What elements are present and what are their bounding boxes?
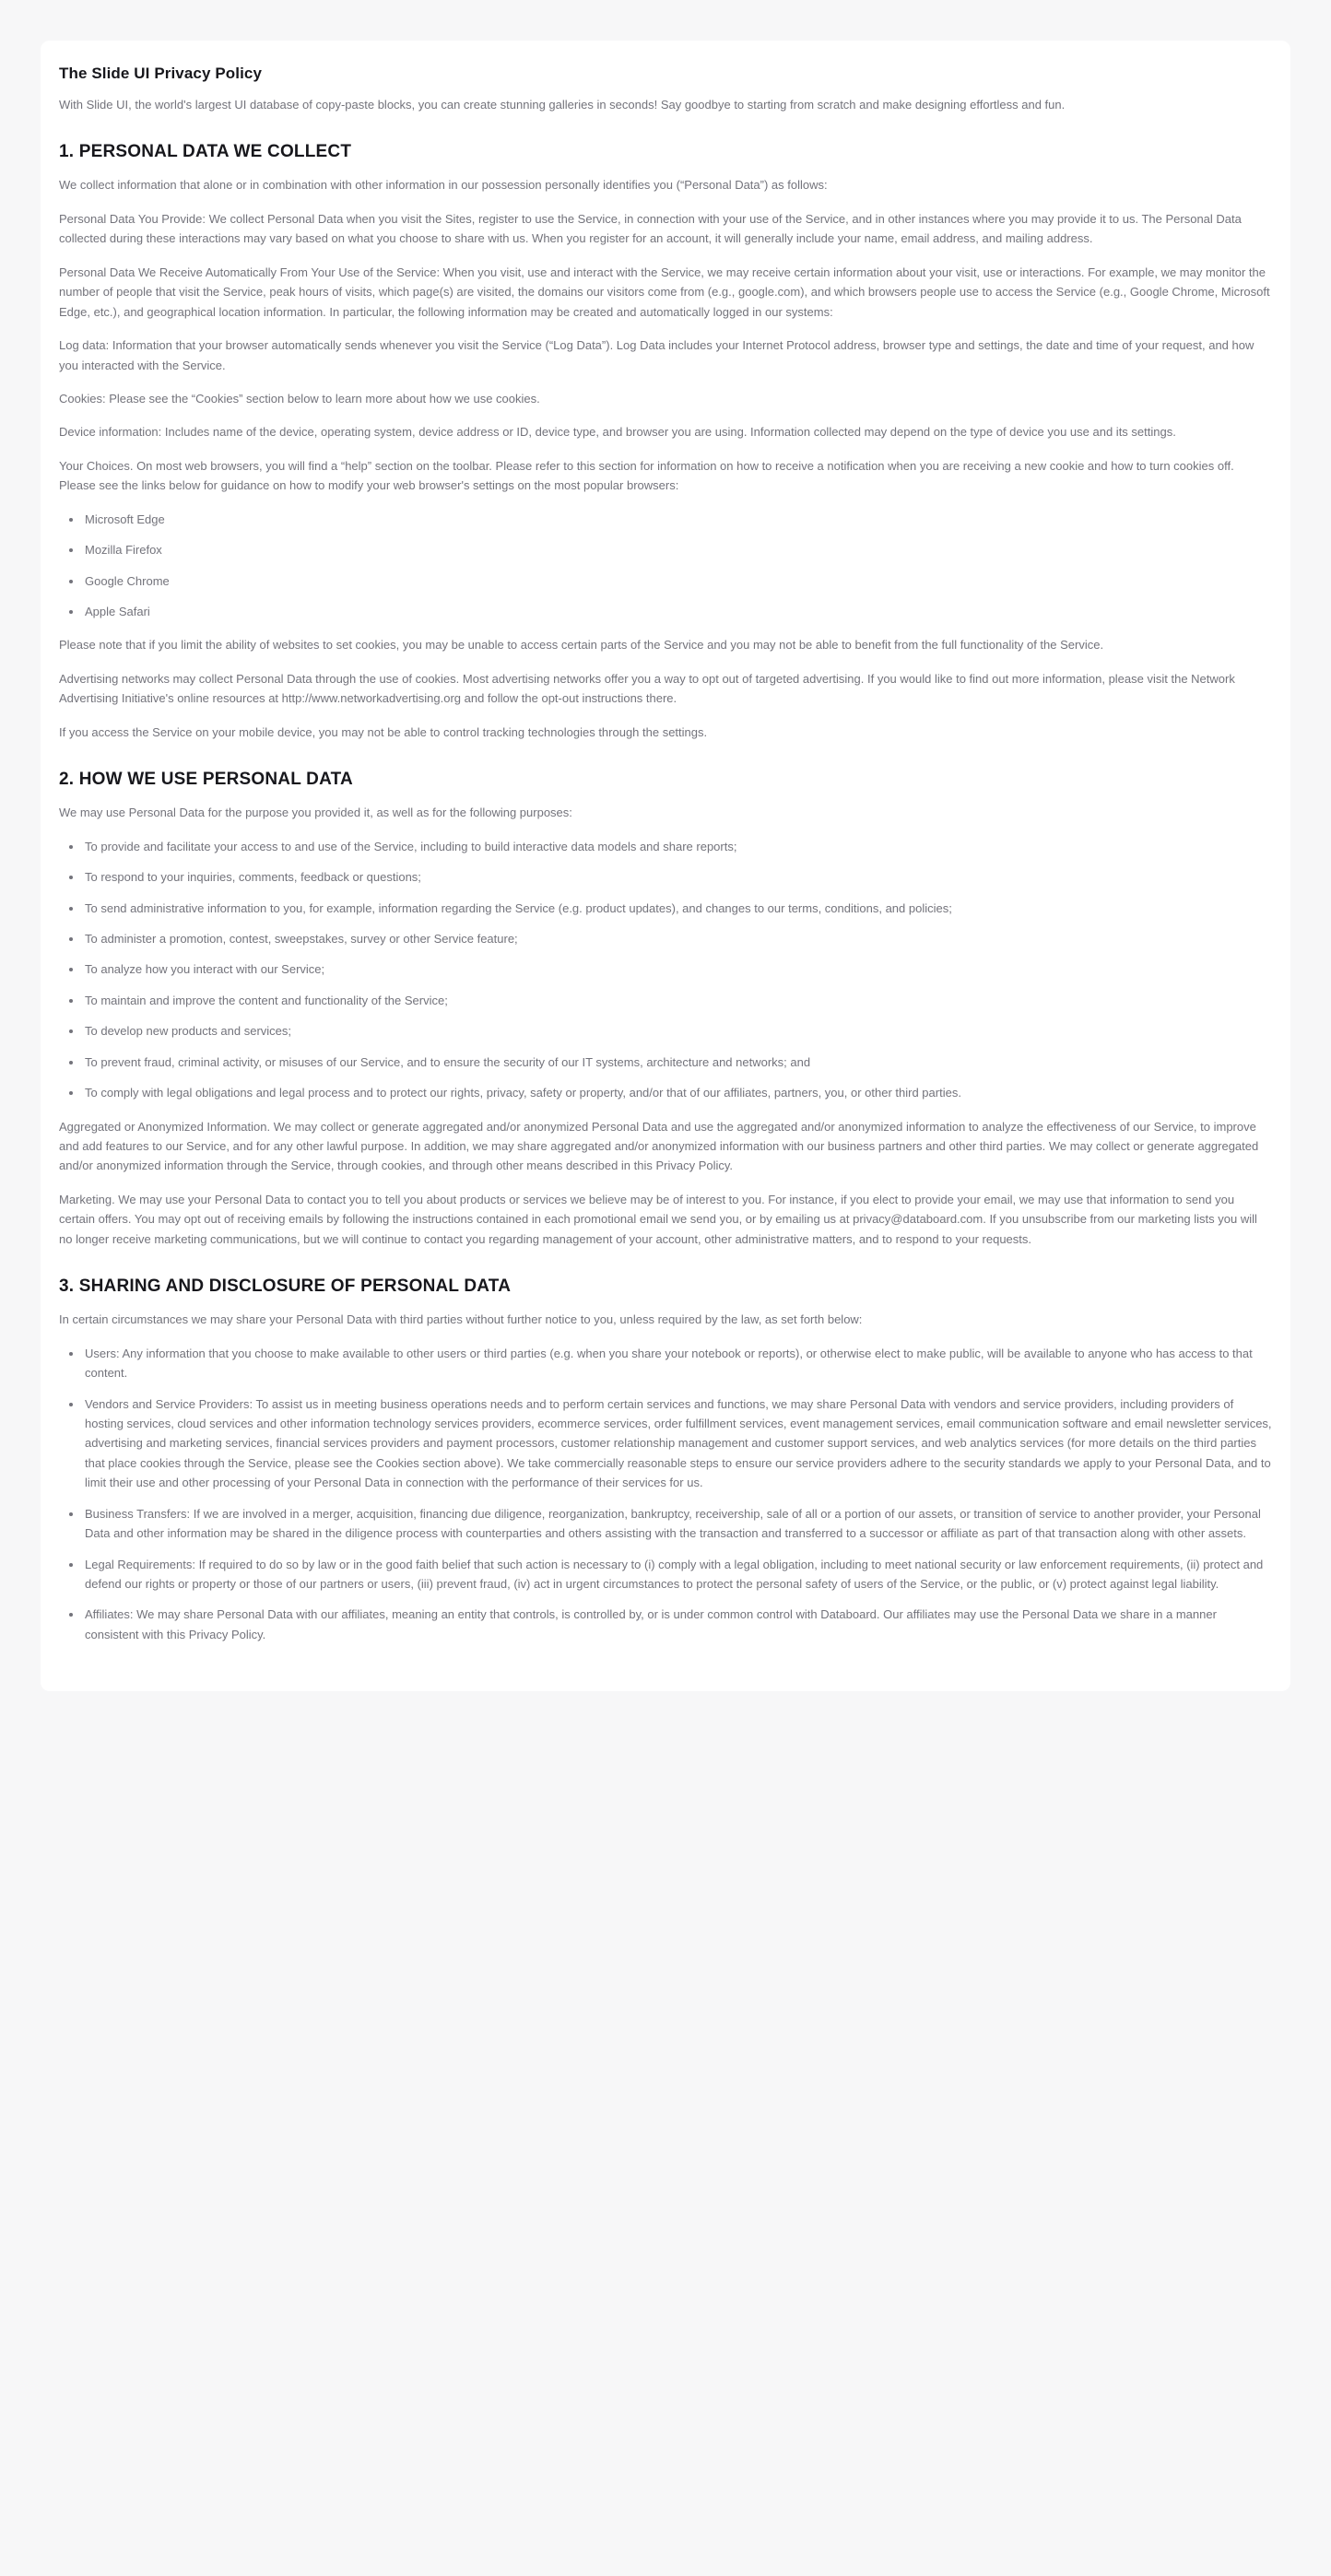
list-item: • Mozilla Firefox bbox=[83, 540, 1272, 559]
list-item: • Business Transfers: If we are involved in a merger, acquisition, financing due diligence, reorganization, bankruptcy, receivership, sale of all or a portion of our assets, or transition of service to another provider, your Personal Data and other information may be shared in the diligence process with counterparties and others assisting with the transaction and transferred to a successor or affiliate as part of that transaction along with other assets. bbox=[83, 1504, 1272, 1544]
bullet-list bbox=[59, 1344, 1272, 1645]
sections-container bbox=[59, 142, 1272, 1644]
section-heading: 1. PERSONAL DATA WE COLLECT bbox=[59, 142, 352, 162]
list-item: • Google Chrome bbox=[83, 571, 1272, 591]
list-item: • Microsoft Edge bbox=[83, 510, 1272, 529]
policy-section-2 bbox=[59, 770, 1272, 1249]
list-item: • Users: Any information that you choose to make available to other users or third parties (e.g. when you share your notebook or reports), or otherwise elect to make public, will be available to anyone who has access to that content. bbox=[83, 1344, 1272, 1383]
list-item: • To analyze how you interact with our Service; bbox=[83, 959, 1272, 979]
list-item: • To maintain and improve the content and functionality of the Service; bbox=[83, 991, 1272, 1010]
list-item: • Vendors and Service Providers: To assist us in meeting business operations needs and to perform certain services and functions, we may share Personal Data with vendors and service providers, including providers of hosting services, cloud services and other information technology services providers, ecommerce services, order fulfillment services, event management services, email communication software and email newsletter services, advertising and marketing services, financial services providers and payment processors, customer relationship management and customer support services, and web analytics services (for more details on the third parties that place cookies through the Service, please see the Cookies section above). We take commercially reasonable steps to ensure our service providers adhere to the security standards we apply to your Personal Data, and to limit their use and other processing of your Personal Data in connection with the performance of their services for us. bbox=[83, 1394, 1272, 1493]
policy-section-1 bbox=[59, 142, 1272, 742]
list-item: • Apple Safari bbox=[83, 602, 1272, 621]
paragraph: Please note that if you limit the ability of websites to set cookies, you may be unable to access certain parts of the Service and you may not be able to benefit from the full functionality of the Service. bbox=[59, 638, 1104, 653]
paragraph: We may use Personal Data for the purpose you provided it, as well as for the following purposes: bbox=[59, 806, 572, 820]
page-title: The Slide UI Privacy Policy bbox=[59, 65, 263, 82]
paragraph: Log data: Information that your browser automatically sends whenever you visit the Service (“Log Data”). Log Data includes your Internet Protocol address, browser type and settings, the date and time of your request, and how you interacted with the Service. bbox=[59, 338, 1254, 372]
list-item: • To develop new products and services; bbox=[83, 1021, 1272, 1041]
paragraph: If you access the Service on your mobile device, you may not be able to control tracking technologies through the settings. bbox=[59, 724, 708, 739]
section-heading: 2. HOW WE USE PERSONAL DATA bbox=[59, 770, 353, 790]
paragraph: Cookies: Please see the “Cookies” section below to learn more about how we use cookies. bbox=[59, 391, 540, 406]
paragraph: Aggregated or Anonymized Information. We may collect or generate aggregated and/or anonymized Personal Data and use the aggregated and/or anonymized information to analyze the effectiveness of our Service, to improve and add features to our Service, and for any other lawful purpose. In addition, we may share aggregated and/or anonymized information with our business partners and other third parties. We may collect or generate aggregated and/or anonymized information through the Service, through cookies, and through other means described in this Privacy Policy. bbox=[59, 1119, 1259, 1173]
list-item: • Affiliates: We may share Personal Data with our affiliates, meaning an entity that controls, is controlled by, or is under common control with Databoard. Our affiliates may use the Personal Data we share in a manner consistent with this Privacy Policy. bbox=[83, 1605, 1272, 1644]
list-item: • To administer a promotion, contest, sweepstakes, survey or other Service feature; bbox=[83, 929, 1272, 948]
list-item: • To prevent fraud, criminal activity, or misuses of our Service, and to ensure the security of our IT systems, architecture and networks; and bbox=[83, 1053, 1272, 1072]
paragraph: Marketing. We may use your Personal Data to contact you to tell you about products or services we believe may be of interest to you. For instance, if you elect to provide your email, we may use that information to send you certain offers. You may opt out of receiving emails by following the instructions contained in each promotional email we send you, or by emailing us at privacy@databoard.com. If you unsubscribe from our marketing lists you will no longer receive marketing communications, but we will continue to contact you regarding management of your account, other administrative matters, and to respond to your requests. bbox=[59, 1192, 1257, 1246]
paragraph: Device information: Includes name of the device, operating system, device address or ID, device type, and browser you are using. Information collected may depend on the type of device you use and its settings. bbox=[59, 425, 1176, 440]
paragraph: We collect information that alone or in combination with other information in our possession personally identifies you (“Personal Data”) as follows: bbox=[59, 178, 828, 193]
bullet-list bbox=[59, 837, 1272, 1103]
list-item: • To comply with legal obligations and legal process and to protect our rights, privacy, safety or property, and/or that of our affiliates, partners, you, or other third parties. bbox=[83, 1083, 1272, 1102]
section-heading: 3. SHARING AND DISCLOSURE OF PERSONAL DATA bbox=[59, 1276, 512, 1297]
list-item: • To provide and facilitate your access to and use of the Service, including to build interactive data models and share reports; bbox=[83, 837, 1272, 856]
policy-section-3 bbox=[59, 1276, 1272, 1644]
list-item: • To send administrative information to you, for example, information regarding the Service (e.g. product updates), and changes to our terms, conditions, and policies; bbox=[83, 899, 1272, 918]
intro-paragraph: With Slide UI, the world's largest UI database of copy-paste blocks, you can create stunning galleries in seconds! Say goodbye to starting from scratch and make designing effortless and fun. bbox=[59, 98, 1066, 112]
paragraph: Advertising networks may collect Personal Data through the use of cookies. Most advertising networks offer you a way to opt out of targeted advertising. If you would like to find out more information, please visit the Network Advertising Initiative's online resources at http://www.networkadvertising.org and follow the opt-out instructions there. bbox=[59, 671, 1235, 706]
paragraph: Your Choices. On most web browsers, you will find a “help” section on the toolbar. Please refer to this section for information on how to receive a notification when you are receiving a new cookie and how to turn cookies off. Please see the links below for guidance on how to modify your web browser's settings on the most popular browsers: bbox=[59, 458, 1234, 493]
privacy-policy-card bbox=[41, 41, 1290, 1691]
paragraph: Personal Data We Receive Automatically From Your Use of the Service: When you visit, use and interact with the Service, we may receive certain information about your visit, use or interactions. For example, we may monitor the number of people that visit the Service, peak hours of visits, which page(s) are visited, the domains our visitors come from (e.g., google.com), and which browsers people use to access the Service (e.g., Google Chrome, Microsoft Edge, etc.), and geographical location information. In particular, the following information may be created and automatically logged in our systems: bbox=[59, 265, 1270, 319]
paragraph: Personal Data You Provide: We collect Personal Data when you visit the Sites, register to use the Service, in connection with your use of the Service, and in other instances where you may provide it to us. The Personal Data collected during these interactions may vary based on what you choose to share with us. When you register for an account, it will generally include your name, email address, and mailing address. bbox=[59, 211, 1242, 246]
list-item: • Legal Requirements: If required to do so by law or in the good faith belief that such action is necessary to (i) comply with a legal obligation, including to meet national security or law enforcement requirements, (ii) protect and defend our rights or property or those of our partners or users, (iii) prevent fraud, (iv) act in urgent circumstances to protect the personal safety of users of the Service, or the public, or (v) protect against legal liability. bbox=[83, 1555, 1272, 1594]
list-item: • To respond to your inquiries, comments, feedback or questions; bbox=[83, 867, 1272, 887]
paragraph: In certain circumstances we may share your Personal Data with third parties without further notice to you, unless required by the law, as set forth below: bbox=[59, 1312, 863, 1327]
bullet-list bbox=[59, 510, 1272, 622]
